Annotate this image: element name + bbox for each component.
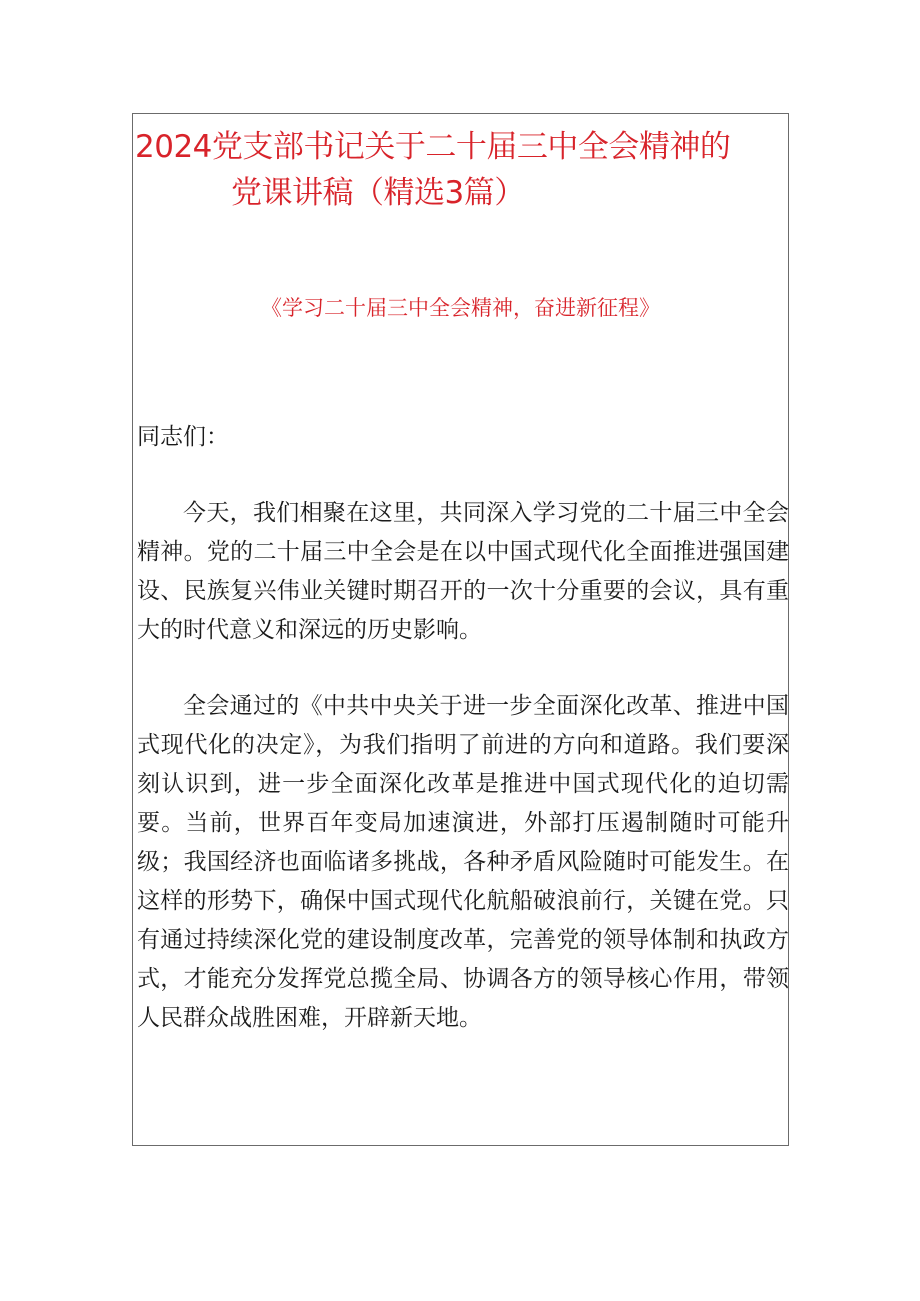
body-paragraph-2: 全会通过的《中共中央关于进一步全面深化改革、推进中国式现代化的决定》，为我们指明了前进的方向和道路。我们要深刻认识到，进一步全面深化改革是推进中国式现代化的迫切需要。当前，世界百年变局加速演进，外部打压遏制随时可能升级；我国经济也面临诸多挑战，各种矛盾风险随时可能发生。在这样的形势下，确保中国式现代化航船破浪前行，关键在党。只有通过持续深化党的建设制度改革，完善党的领导体制和执政方式，才能充分发挥党总揽全局、协调各方的领导核心作用，带领人民群众战胜困难，开辟新天地。 bbox=[137, 693, 789, 1031]
document-page-frame bbox=[132, 113, 789, 1146]
document-title-line-1: 2024党支部书记关于二十届三中全会精神的 bbox=[135, 129, 731, 165]
document-title bbox=[135, 124, 785, 216]
document-subtitle: 《学习二十届三中全会精神，奋进新征程》 bbox=[261, 296, 660, 320]
document-title-line-2: 党课讲稿（精选3篇） bbox=[231, 175, 525, 211]
body-paragraph-1: 今天，我们相聚在这里，共同深入学习党的二十届三中全会精神。党的二十届三中全会是在以中国式现代化全面推进强国建设、民族复兴伟业关键时期召开的一次十分重要的会议，具有重大的时代意义和深远的历史影响。 bbox=[137, 500, 789, 643]
document-body bbox=[137, 418, 789, 1038]
greeting: 同志们： bbox=[137, 424, 229, 450]
